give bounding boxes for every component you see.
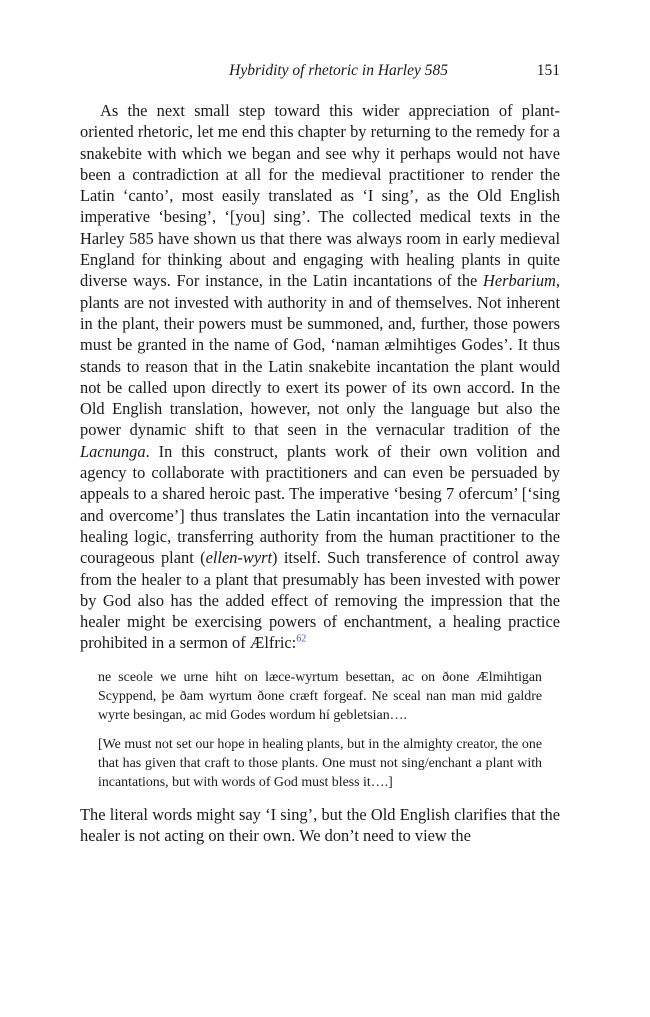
page-number: 151 [536,62,560,79]
italic-lacnunga: Lacnunga [80,441,146,461]
paragraph-1-part-1: As the next small step toward this wider appreciation of plant-oriented rhetoric, let me end this chapter by returning to the remedy for a snakebite with which we began and see why it perhaps would not have been a contradiction at all for the medieval practitioner to render the Latin ‘canto’, most easily translated as ‘I sing’, as the Old English imperative ‘besing’, ‘[you] sing’. The collected medical texts in the Harley 585 have shown us that there was always room in early medieval England for thinking about and engaging with healing plants in quite diverse ways. For instance, in the Latin incantations of the [80,101,560,291]
paragraph-1-part-3: . In this construct, plants work of their own volition and agency to collaborate with practitioners and can even be persuaded by appeals to a shared heroic past. The imperative ‘besing 7 ofercum’ [‘sing and overcome’] thus translates the Latin incantation into the vernacular healing logic, transferring authority from the human practitioner to the courageous plant ( [80,441,560,568]
paragraph-1-part-2: , plants are not invested with authority in and of themselves. Not inherent in the plant, their powers must be summoned, and, further, those powers must be granted in the name of God, ‘naman ælmihtiges Godes’. It thus stands to reason that in the Latin snakebite incantation the plant would not be called upon directly to exert its power of its own accord. In the Old English translation, however, not only the language but also the power dynamic shift to that seen in the vernacular tradition of the [80,271,560,440]
italic-herbarium: Herbarium [483,271,556,291]
paragraph-2: The literal words might say ‘I sing’, but the Old English clarifies that the healer is not acting on their own. We don’t need to view the [80,804,560,846]
italic-ellen-wyrt: ellen-wyrt [205,548,273,568]
paragraph-1 [80,100,560,654]
paragraph-1-part-4: ) itself. Such transference of control away from the healer to a plant that presumably has been invested with power by God also has the added effect of removing the impression that the healer might be exercising powers of enchantment, a healing practice prohibited in a sermon of Ælfric: [80,548,560,653]
running-head [80,62,560,84]
block-quote-old-english: ne sceole we urne hiht on læce-wyrtum besettan, ac on ðone Ælmihtigan Scyppend, þe ðam wyrtum ðone cræft forgeaf. Ne sceal nan man mid galdre wyrte besingan, ac mid Godes wordum hí gebletsian…. [98,669,542,723]
block-quote-translation: [We must not set our hope in healing plants, but in the almighty creator, the one that has given that craft to those plants. One must not sing/enchant a plant with incantations, but with words of God must bless it….] [98,736,542,790]
running-title: Hybridity of rhetoric in Harley 585 [229,62,448,79]
footnote-ref-62[interactable]: 62 [296,633,307,645]
body-text [80,100,560,846]
